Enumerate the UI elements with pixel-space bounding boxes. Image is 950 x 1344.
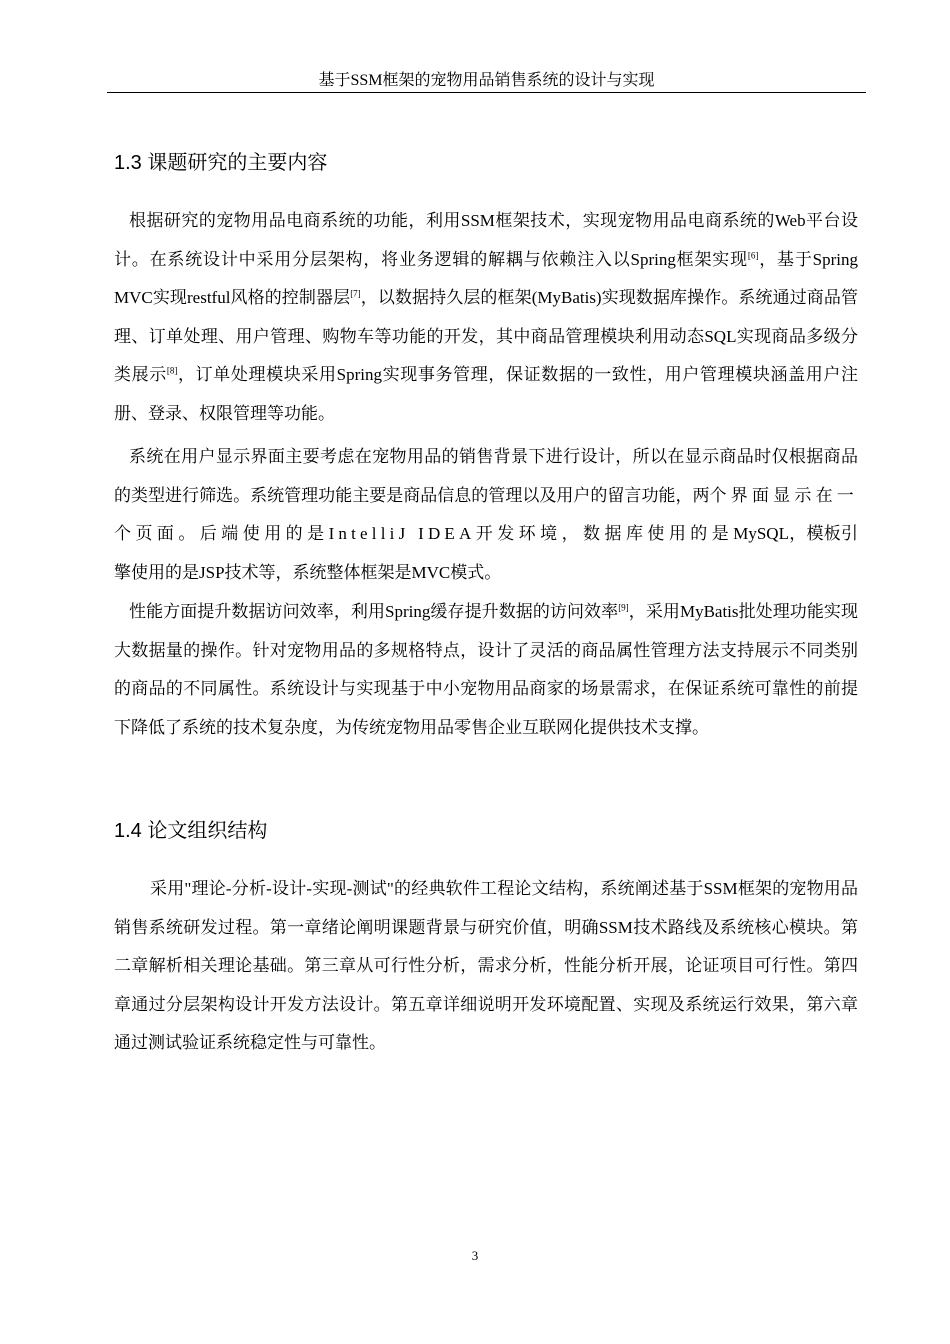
paragraph-text: 系统在用户显示界面主要考虑在宠物用品的销售背景下进行设计，所以在显示商品时仅根据商品的类型进行筛选。系统管理功能主要是商品信息的管理以及用户的留言功能，两 <box>114 447 858 505</box>
citation-ref-6: [6] <box>747 249 759 260</box>
paragraph-text: 根据研究的宠物用品电商系统的功能，利用SSM框架技术，实现宠物用品电商系统的Web平台设计。在系统设计中采用分层架构，将业务逻辑的解耦与依赖注入以Spring框架实现 <box>114 211 858 269</box>
paragraph-text: ，基于Spring MVC实现restful风格的控制器层 <box>114 249 859 308</box>
citation-ref-7: [7] <box>350 288 361 299</box>
running-header-title: 基于SSM框架的宠物用品销售系统的设计与实现 <box>318 72 655 89</box>
body-paragraph-4 <box>114 870 858 1063</box>
paragraph-text: 性能方面提升数据访问效率，利用Spring缓存提升数据的访问效率 <box>129 602 619 621</box>
paragraph-text: 个界面显示在一个页面。后端使用的是IntelliJ IDEA开发环境，数据库使用的是 <box>114 485 859 544</box>
body-paragraph-3 <box>114 593 858 747</box>
section-heading-1-4: 1.4 论文组织结构 <box>114 820 268 842</box>
paragraph-text: ，订单处理模块采用Spring实现事务管理，保证数据的一致性，用户管理模块涵盖用户注册、登录、权限管理等功能。 <box>114 365 858 423</box>
paragraph-text: 采用"理论-分析-设计-实现-测试"的经典软件工程论文结构，系统阐述基于SSM框架的宠物用品销售系统研发过程。第一章绪论阐明课题背景与研究价值，明确SSM技术路线及系统核心模块。第二章解析相关理论基础。第三章从可行性分析，需求分析，性能分析开展，论证项目可行性。第四章通过分层架构设计开发方法设计。第五章详细说明开发环境配置、实现及系统运行效果，第六章通过测试验证系统稳定性与可靠性。 <box>114 879 858 1053</box>
body-paragraph-2 <box>114 438 858 592</box>
citation-ref-9: [9] <box>618 602 629 613</box>
paragraph-text: ，以数据持久层的框架(MyBatis)实现数据库操作。系统通过商品管理、订单处理、用户管理、购物车等功能的开发，其中商品管理模块利用动态SQL实现商品多级分类展示 <box>114 288 858 385</box>
paragraph-text: ，采用MyBatis批处理功能实现大数据量的操作。针对宠物用品的多规格特点，设计了灵活的商品属性管理方法支持展示不同类别的商品的不同属性。系统设计与实现基于中小宠物用品商家的场景需求，在保证系统可靠性的前提下降低了系统的技术复杂度，为传统宠物用品零售企业互联网化提供技术支撑。 <box>114 602 858 737</box>
body-paragraph-1 <box>114 202 858 434</box>
section-heading-1-3: 1.3 课题研究的主要内容 <box>114 152 328 174</box>
paragraph-text: MySQL，模板引擎使用的是JSP技术等，系统整体框架是MVC模式。 <box>114 524 858 582</box>
running-header <box>107 70 866 93</box>
citation-ref-8: [8] <box>166 365 178 376</box>
page-number: 3 <box>471 1248 479 1263</box>
